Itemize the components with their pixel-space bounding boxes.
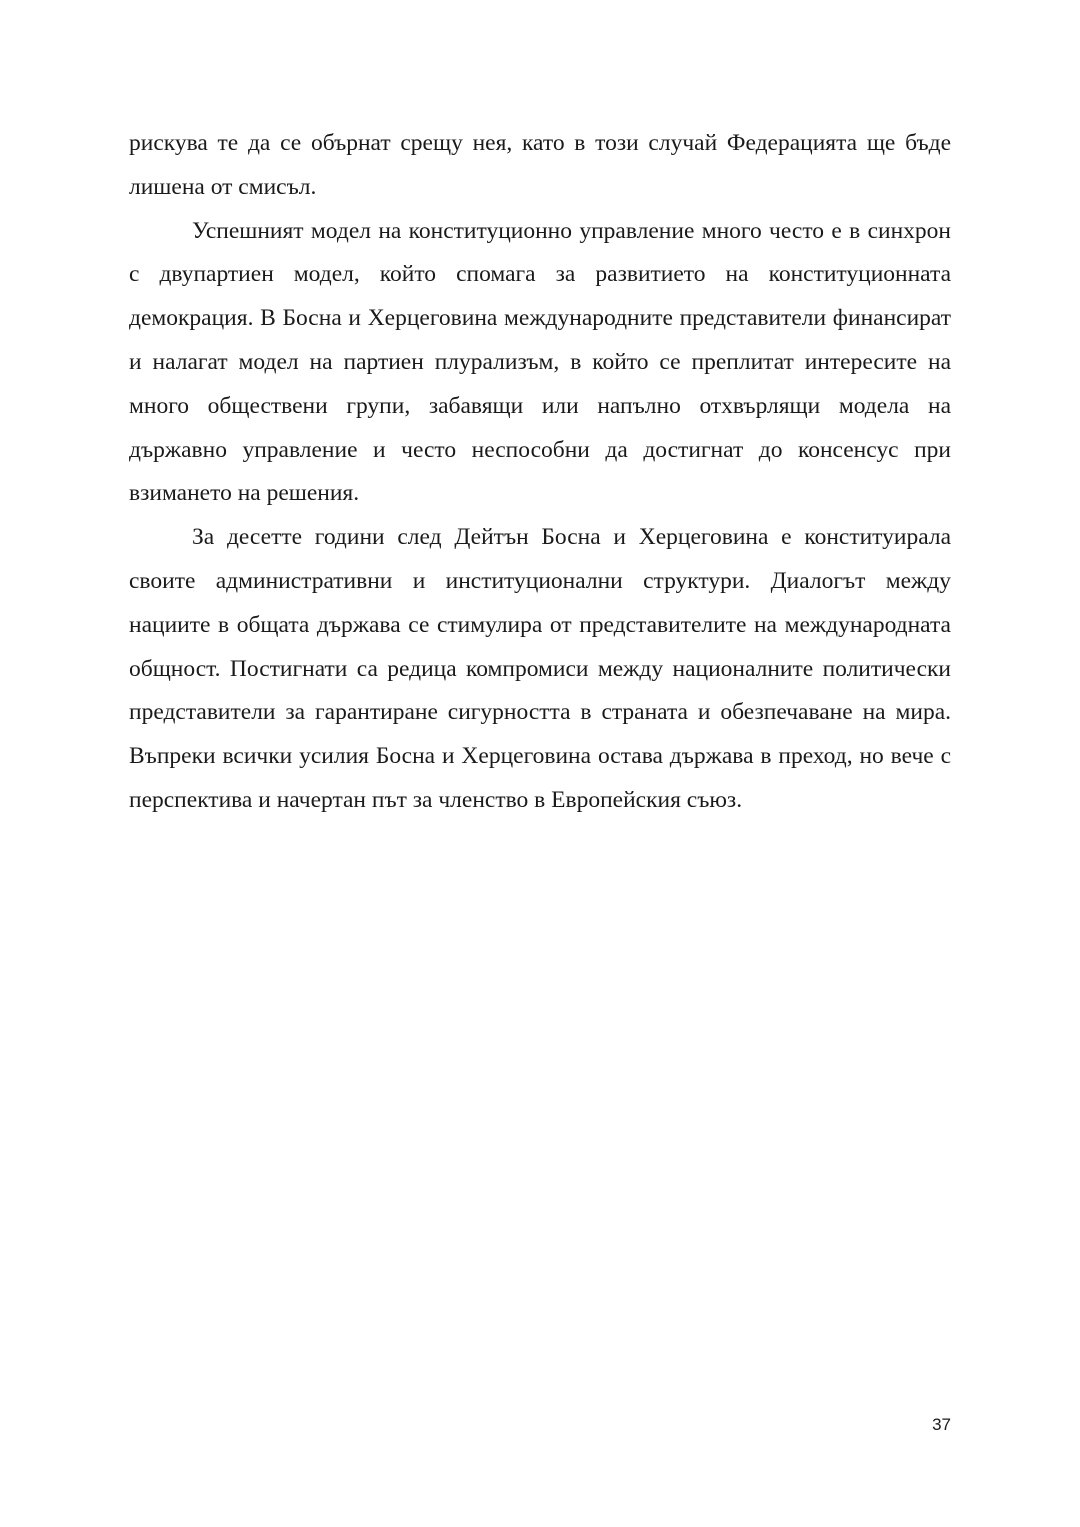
- paragraph-constitutional-model: Успешният модел на конституционно управление много често е в синхрон с двупартиен модел, който спомага за развитието на конституционната демокрация. В Босна и Херцеговина международните представители финансират и налагат модел на партиен плурализъм, в който се преплитат интересите на много обществени групи, забавящи или напълно отхвърлящи модела на държавно управление и често неспособни да достигнат до консенсус при взимането на решения.: [129, 217, 951, 507]
- paragraph-continuation: рискува те да се обърнат срещу нея, като в този случай Федерацията ще бъде лишена от смисъл.: [129, 130, 951, 200]
- page-number: 37: [932, 1415, 951, 1434]
- page-body: [129, 122, 951, 823]
- paragraph-dayton-decade: За десетте години след Дейтън Босна и Херцеговина е конституирала своите административни и институционални структури. Диалогът между нациите в общата държава се стимулира от представителите на международната общност. Постигнати са редица компромиси между националните политически представители за гарантиране сигурността в страната и обезпечаване на мира. Въпреки всички усилия Босна и Херцеговина остава държава в преход, но вече с перспектива и начертан път за членство в Европейския съюз.: [129, 524, 951, 813]
